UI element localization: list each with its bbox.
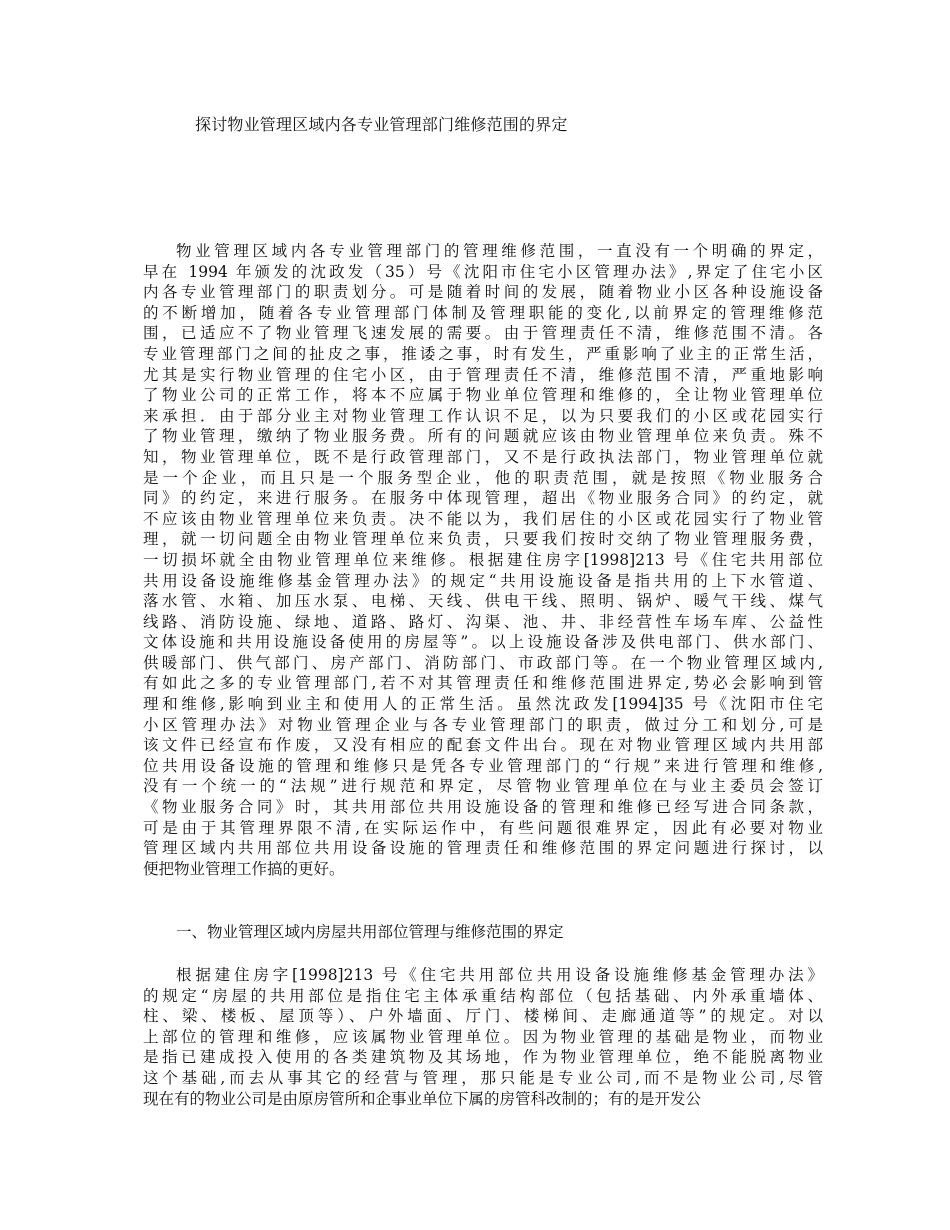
- text-line: 知，物业管理单位，既不是行政管理部门，又不是行政执法部门，物业管理单位就: [143, 447, 823, 466]
- text-line: 内各专业管理部门的职责划分。可是随着时间的发展，随着物业小区各种设施设备: [143, 283, 823, 302]
- text-line: 上部位的管理和维修，应该属物业管理单位。因为物业管理的基础是物业，而物业: [143, 1027, 823, 1046]
- text-line: 同》的约定，来进行服务。在服务中体现管理，超出《物业服务合同》的约定，就: [143, 489, 823, 508]
- text-line: 是一个企业，而且只是一个服务型企业，他的职责范围，就是按照《物业服务合: [143, 468, 823, 487]
- text-line: 物业管理区域内各专业管理部门的管理维修范围，一直没有一个明确的界定，: [176, 242, 823, 260]
- text-line: 柱、梁、楼板、屋顶等）、户外墙面、厅门、楼梯间、走廊通道等”的规定。对以: [143, 1007, 823, 1026]
- text-line: 尤其是实行物业管理的住宅小区，由于管理责任不清，维修范围不清，严重地影响: [143, 365, 823, 384]
- document-title: 探讨物业管理区域内各专业管理部门维修范围的界定: [195, 115, 568, 134]
- text-line: 该文件已经宣布作废，又没有相应的配套文件出台。现在对物业管理区域内共用部: [143, 736, 823, 755]
- text-line: 供暖部门、供气部门、房产部门、消防部门、市政部门等。在一个物业管理区域内,: [143, 653, 823, 672]
- text-line: 理和维修,影响到业主和使用人的正常生活。虽然沈政发[1994]35 号《沈阳市住宅: [143, 695, 823, 714]
- text-line: 早在 1994 年颁发的沈政发（35）号《沈阳市住宅小区管理办法》,界定了住宅小区: [143, 262, 823, 281]
- paragraph-2: [143, 965, 823, 1109]
- section-heading-text: 一、物业管理区域内房屋共用部位管理与维修范围的界定: [176, 923, 564, 941]
- text-line: 可是由于其管理界限不清,在实际运作中，有些问题很难界定，因此有必要对物业: [143, 818, 823, 837]
- text-line: 共用设备设施维修基金管理办法》的规定“共用设施设备是指共用的上下水管道、: [143, 571, 823, 590]
- text-line: 没有一个统一的“法规”进行规范和界定，尽管物业管理单位在与业主委员会签订: [143, 777, 823, 796]
- text-line: 这个基础,而去从事其它的经营与管理，那只能是专业公司,而不是物业公司,尽管: [143, 1068, 823, 1087]
- text-line: 落水管、水箱、加压水泵、电梯、天线、供电干线、照明、锅炉、暖气干线、煤气: [143, 592, 823, 611]
- text-line: 文体设施和共用设施设备使用的房屋等”。以上设施设备涉及供电部门、供水部门、: [143, 633, 823, 652]
- text-line: 位共用设备设施的管理和维修只是凭各专业管理部门的“行规”来进行管理和维修,: [143, 756, 823, 775]
- text-line: 有如此之多的专业管理部门,若不对其管理责任和维修范围进界定,势必会影响到管: [143, 674, 823, 693]
- text-line: 小区管理办法》对物业管理企业与各专业管理部门的职责，做过分工和划分,可是: [143, 715, 823, 734]
- paragraph-1: [143, 241, 823, 879]
- text-line: 线路、消防设施、绿地、道路、路灯、沟渠、池、井、非经营性车场车库、公益性: [143, 612, 823, 631]
- text-line: 不应该由物业管理单位来负责。决不能以为，我们居住的小区或花园实行了物业管: [143, 509, 823, 528]
- text-line: 的规定“房屋的共用部位是指住宅主体承重结构部位（包括基础、内外承重墙体、: [143, 986, 823, 1005]
- text-line: 了物业公司的正常工作，将本不应属于物业单位管理和维修的，全让物业管理单位: [143, 386, 823, 405]
- text-line: 《物业服务合同》时，其共用部位共用设施设备的管理和维修已经写进合同条款，: [143, 798, 823, 817]
- text-line: 一切损坏就全由物业管理单位来维修。根据建住房字[1998]213 号《住宅共用部位: [143, 550, 823, 569]
- text-line: 是指已建成投入使用的各类建筑物及其场地，作为物业管理单位，绝不能脱离物业: [143, 1048, 823, 1067]
- text-line: 来承担．由于部分业主对物业管理工作认识不足，以为只要我们的小区或花园实行: [143, 406, 823, 425]
- text-line: 便把物业管理工作搞的更好。: [143, 859, 345, 878]
- section-heading-1: [143, 922, 823, 943]
- text-line: 管理区域内共用部位共用设备设施的管理责任和维修范围的界定问题进行探讨，以: [143, 839, 823, 858]
- text-line: 现在有的物业公司是由原房管所和企事业单位下属的房管科改制的；有的是开发公: [143, 1089, 702, 1108]
- text-line: 的不断增加，随着各专业管理部门体制及管理职能的变化,以前界定的管理维修范: [143, 303, 823, 322]
- text-line: 专业管理部门之间的扯皮之事，推诿之事，时有发生，严重影响了业主的正常生活，: [143, 344, 823, 363]
- text-line: 根据建住房字[1998]213 号《住宅共用部位共用设备设施维修基金管理办法》: [176, 966, 823, 984]
- text-line: 了物业管理，缴纳了物业服务费。所有的问题就应该由物业管理单位来负责。殊不: [143, 427, 823, 446]
- text-line: 理，就一切问题全由物业管理单位来负责，只要我们按时交纳了物业管理服务费，: [143, 530, 823, 549]
- text-line: 围，已适应不了物业管理飞速发展的需要。由于管理责任不清，维修范围不清。各: [143, 324, 823, 343]
